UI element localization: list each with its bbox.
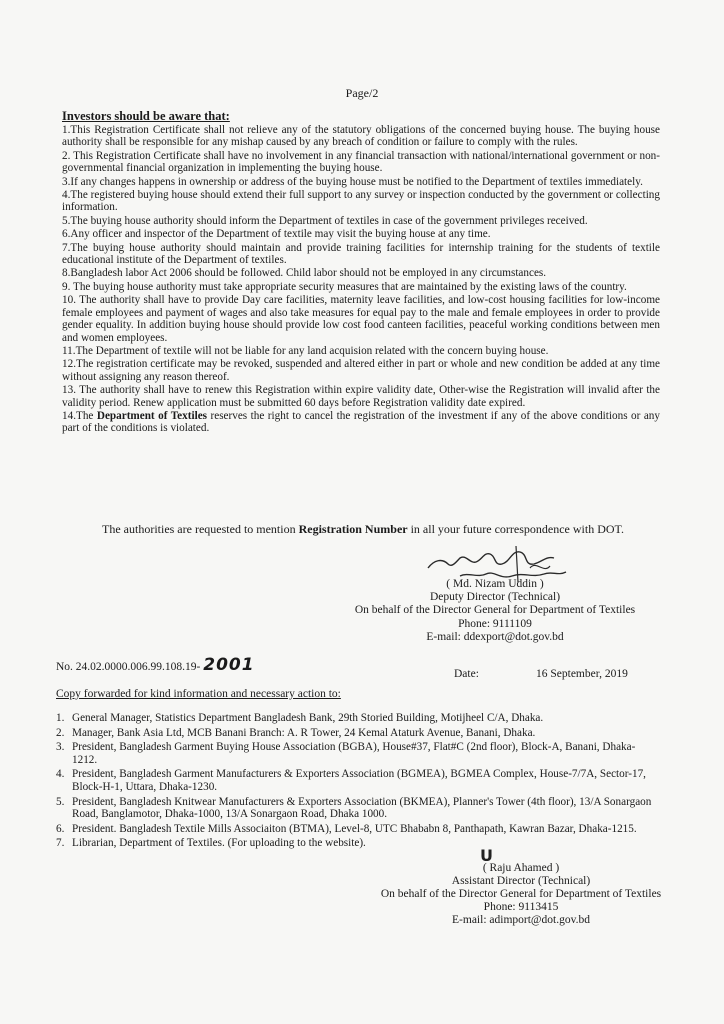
term-14-bold: Department of Textiles <box>96 409 208 422</box>
term-14-suffix: reserves the right to cancel the registration of the investment if any of the above conditions or any part of the conditions is violated. <box>62 409 660 435</box>
ref-printed: No. 24.02.0000.006.99.108.19- <box>56 661 204 673</box>
signatory-behalf: On behalf of the Director General for Department of Textiles <box>380 888 662 900</box>
signatory-phone: Phone: 9113415 <box>483 901 559 913</box>
distribution-list <box>56 712 656 852</box>
list-item-text: President. Bangladesh Textile Mills Associaiton (BTMA), Level-8, UTC Bhababn 8, Panthapath, Kawran Bazar, Dhaka-1215. <box>72 822 637 835</box>
term-14-prefix: 14.The <box>62 409 97 422</box>
signatory-email: E-mail: ddexport@dot.gov.bd <box>426 630 564 643</box>
list-item <box>56 823 656 836</box>
list-item-text: President, Bangladesh Knitwear Manufacturers & Exporters Association (BKMEA), Planner's Tower (4th floor), 13/A Sonargaon Road, Banglamotor, Dhaka-1000, 13/A Sonargaon Road, Dhaka 1000. <box>72 795 652 821</box>
list-item <box>56 727 656 740</box>
list-item-text: General Manager, Statistics Department Bangladesh Bank, 29th Storied Building, Motijheel C/A, Dhaka. <box>72 712 544 724</box>
term-item: 8.Bangladesh labor Act 2006 should be followed. Child labor should not be employed in any circumstances. <box>62 267 547 280</box>
registration-request-note <box>102 522 624 537</box>
list-item <box>56 796 656 821</box>
request-suffix: in all your future correspondence with DOT. <box>407 522 624 536</box>
memo-reference-number <box>56 655 255 675</box>
term-item: 11.The Department of textile will not be liable for any land acquision related with the concern buying house. <box>62 344 549 357</box>
term-item: 1.This Registration Certificate shall not relieve any of the statutory obligations of the concerned buying house. The buying house authority shall be responsible for any mishap caused by any breach of condition or failure to comply with the rules. <box>62 124 660 149</box>
term-item: 12.The registration certificate may be revoked, suspended and altered either in part or whole and new condition be added at any time without assigning any reason thereof. <box>62 358 660 383</box>
term-item: 7.The buying house authority should maintain and provide training facilities for internship training for the students of textile educational institute of the Department of textiles. <box>62 241 660 267</box>
term-item: 4.The registered buying house should extend their full support to any survey or inspection conducted by the government or collecting information. <box>62 189 660 214</box>
signatory-title: Deputy Director (Technical) <box>429 591 561 604</box>
signatory-email: E-mail: adimport@dot.gov.bd <box>452 914 590 926</box>
list-item <box>56 741 656 766</box>
signatory-name: ( Md. Nizam Uddin ) <box>446 578 544 590</box>
list-item-number: 6. <box>56 822 65 835</box>
list-item-text: Manager, Bank Asia Ltd, MCB Banani Branch: A. R Tower, 24 Kemal Ataturk Avenue, Banani, Dhaka. <box>72 726 536 739</box>
signatory-name: ( Raju Ahamed ) <box>482 862 560 874</box>
term-item: 9. The buying house authority must take appropriate security measures that are maintained by the existing laws of the country. <box>62 280 627 293</box>
signatory-phone: Phone: 9111109 <box>458 617 532 630</box>
list-item-number: 7. <box>56 837 65 850</box>
term-item: 3.If any changes happens in ownership or address of the buying house must be notified to the Department of textiles immediately. <box>62 175 643 188</box>
page-number: Page/2 <box>345 86 379 100</box>
date-value: 16 September, 2019 <box>536 668 628 680</box>
term-item: 10. The authority shall have to provide Day care facilities, maternity leave facilities, and low-cost housing facilities for low-income female employees and payment of wages and also take measures for equal pay to the male and female employees in order to provide gender equality. In addition buying house should provide low cost food canteen facilities, peaceful working conditions between men and women employees. <box>62 294 660 344</box>
signature-initial-raju-ahamed: U <box>480 846 493 865</box>
list-item-number: 5. <box>56 795 65 808</box>
list-item-text: President, Bangladesh Garment Manufacturers & Exporters Association (BGMEA), BGMEA Complex, House-7/7A, Sector-17, Block-H-1, Uttara, Dhaka-1230. <box>72 768 646 793</box>
terms-list <box>62 124 660 436</box>
term-item: 6.Any officer and inspector of the Department of textile may visit the buying house at any time. <box>62 228 491 241</box>
date-label: Date: <box>454 668 479 680</box>
list-item <box>56 768 656 793</box>
copy-forwarded-heading: Copy forwarded for kind information and necessary action to: <box>56 688 341 700</box>
signatory-block-1 <box>340 578 650 644</box>
term-item-14 <box>62 410 660 435</box>
list-item-number: 1. <box>56 712 65 724</box>
list-item-number: 4. <box>56 768 65 781</box>
ref-handwritten: 2001 <box>203 655 255 675</box>
term-item: 2. This Registration Certificate shall have no involvement in any financial transaction with national/international government or non-governmental financial organization in implementing the buying house. <box>62 149 660 175</box>
term-item: 13. The authority shall have to renew this Registration within expire validity date, Other-wise the Registration will invalid after the validity period. Renew application must be submitted 60 days before Registration validity date expired. <box>62 384 660 409</box>
list-item-text: Librarian, Department of Textiles. (For uploading to the website). <box>72 837 366 850</box>
signatory-block-2 <box>366 862 676 927</box>
section-heading: Investors should be aware that: <box>62 109 230 123</box>
request-bold: Registration Number <box>298 522 408 536</box>
list-item <box>56 712 656 725</box>
list-item <box>56 837 656 850</box>
list-item-text: President, Bangladesh Garment Buying House Association (BGBA), House#37, Flat#C (2nd floor), Block-A, Banani, Dhaka-1212. <box>72 741 636 766</box>
term-item: 5.The buying house authority should inform the Department of textiles in case of the government privileges received. <box>62 214 588 227</box>
list-item-number: 3. <box>56 741 65 754</box>
list-item-number: 2. <box>56 726 65 739</box>
signatory-title: Assistant Director (Technical) <box>451 875 591 887</box>
request-prefix: The authorities are requested to mention <box>102 522 299 536</box>
signatory-behalf: On behalf of the Director General for Department of Textiles <box>354 604 636 617</box>
